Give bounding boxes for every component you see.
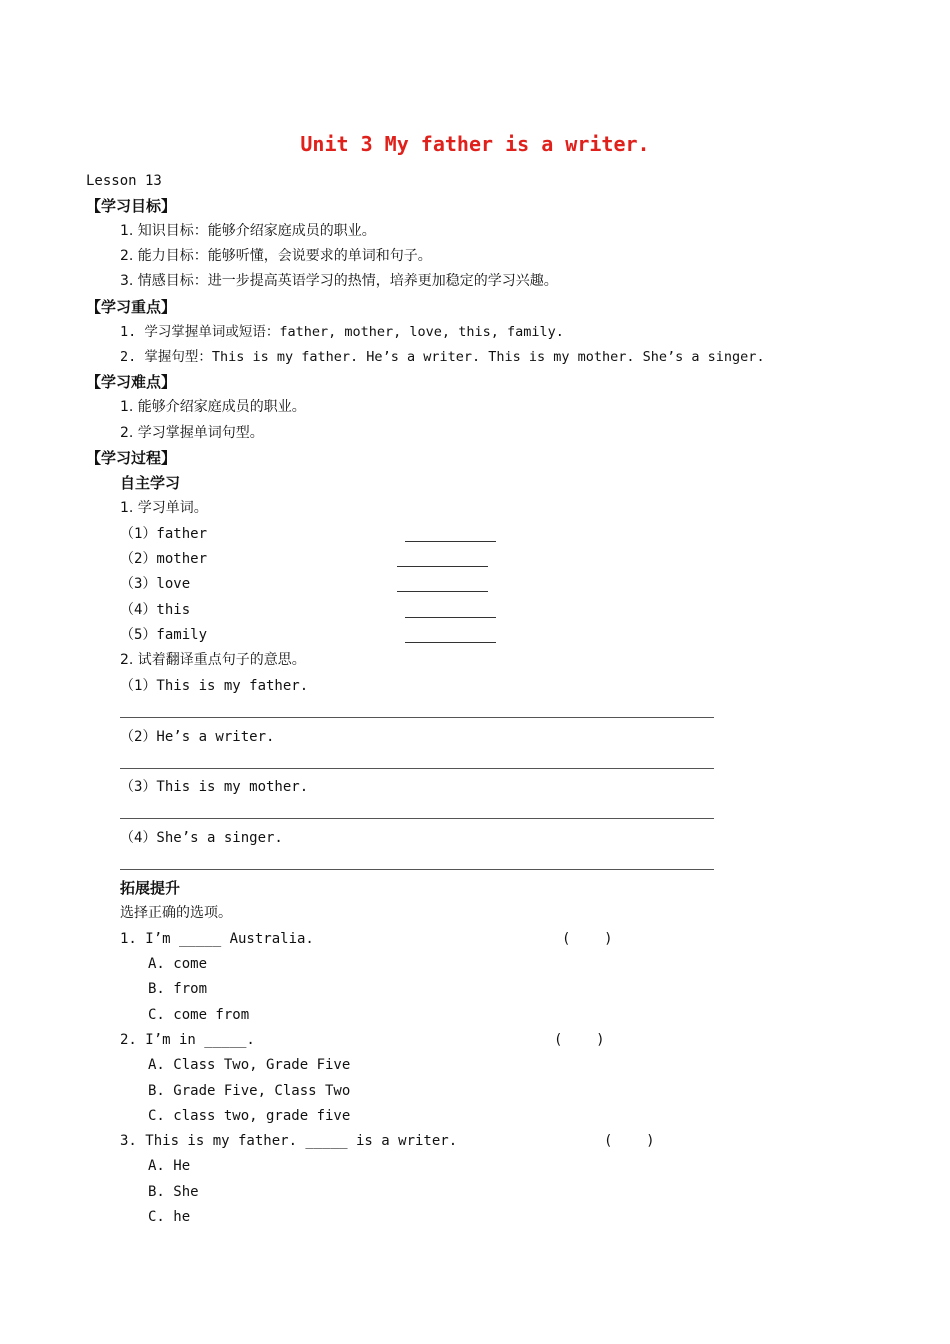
words-task: 1. 学习单词。 [120, 500, 208, 516]
difficulty-item: 2. 学习掌握单词句型。 [120, 425, 264, 441]
question-stem: 3. This is my father. _____ is a writer. [120, 1133, 458, 1149]
answer-paren[interactable]: ( ) [562, 931, 613, 947]
option-item: B. from [148, 981, 208, 997]
sentence-item: （2）He’s a writer. [120, 729, 275, 745]
word-item: （5）family [120, 627, 208, 643]
objective-item: 2. 能力目标：能够听懂，会说要求的单词和句子。 [120, 248, 432, 264]
difficulty-item: 1. 能够介绍家庭成员的职业。 [120, 399, 306, 415]
extension-instruction: 选择正确的选项。 [120, 905, 232, 921]
answer-line[interactable] [120, 818, 714, 819]
question-stem: 2. I’m in _____. [120, 1032, 255, 1048]
word-item: （3）love [120, 576, 191, 592]
word-item: （2）mother [120, 551, 208, 567]
answer-blank[interactable] [405, 642, 496, 643]
question-stem: 1. I’m _____ Australia. [120, 931, 314, 947]
answer-line[interactable] [120, 717, 714, 718]
answer-blank[interactable] [405, 541, 496, 542]
answer-blank[interactable] [397, 566, 488, 567]
extension-heading: 拓展提升 [120, 879, 181, 897]
difficulties-heading: 【学习难点】 [86, 373, 177, 391]
process-heading: 【学习过程】 [86, 449, 177, 467]
answer-line[interactable] [120, 768, 714, 769]
word-item: （4）this [120, 602, 191, 618]
objective-item: 1. 知识目标：能够介绍家庭成员的职业。 [120, 223, 376, 239]
answer-blank[interactable] [405, 617, 496, 618]
answer-paren[interactable]: ( ) [554, 1032, 605, 1048]
answer-blank[interactable] [397, 591, 488, 592]
lesson-label: Lesson 13 [86, 173, 162, 189]
answer-paren[interactable]: ( ) [604, 1133, 655, 1149]
option-item: A. He [148, 1158, 191, 1174]
option-item: C. class two, grade five [148, 1108, 351, 1124]
sentences-task: 2. 试着翻译重点句子的意思。 [120, 652, 306, 668]
page-title: Unit 3 My father is a writer. [300, 132, 650, 156]
key-point-item: 2. 掌握句型：This is my father. He’s a writer. This is my mother. She’s a singer. [120, 349, 765, 365]
option-item: A. come [148, 956, 208, 972]
option-item: A. Class Two, Grade Five [148, 1057, 351, 1073]
objective-item: 3. 情感目标：进一步提高英语学习的热情，培养更加稳定的学习兴趣。 [120, 273, 558, 289]
key-point-item: 1. 学习掌握单词或短语：father, mother, love, this, family. [120, 324, 564, 340]
key-points-heading: 【学习重点】 [86, 298, 177, 316]
option-item: C. he [148, 1209, 191, 1225]
answer-line[interactable] [120, 869, 714, 870]
word-item: （1）father [120, 526, 208, 542]
sentence-item: （4）She’s a singer. [120, 830, 283, 846]
option-item: B. She [148, 1184, 199, 1200]
option-item: B. Grade Five, Class Two [148, 1083, 351, 1099]
sentence-item: （3）This is my mother. [120, 779, 309, 795]
option-item: C. come from [148, 1007, 250, 1023]
self-study-heading: 自主学习 [120, 474, 181, 492]
objectives-heading: 【学习目标】 [86, 197, 177, 215]
sentence-item: （1）This is my father. [120, 678, 309, 694]
